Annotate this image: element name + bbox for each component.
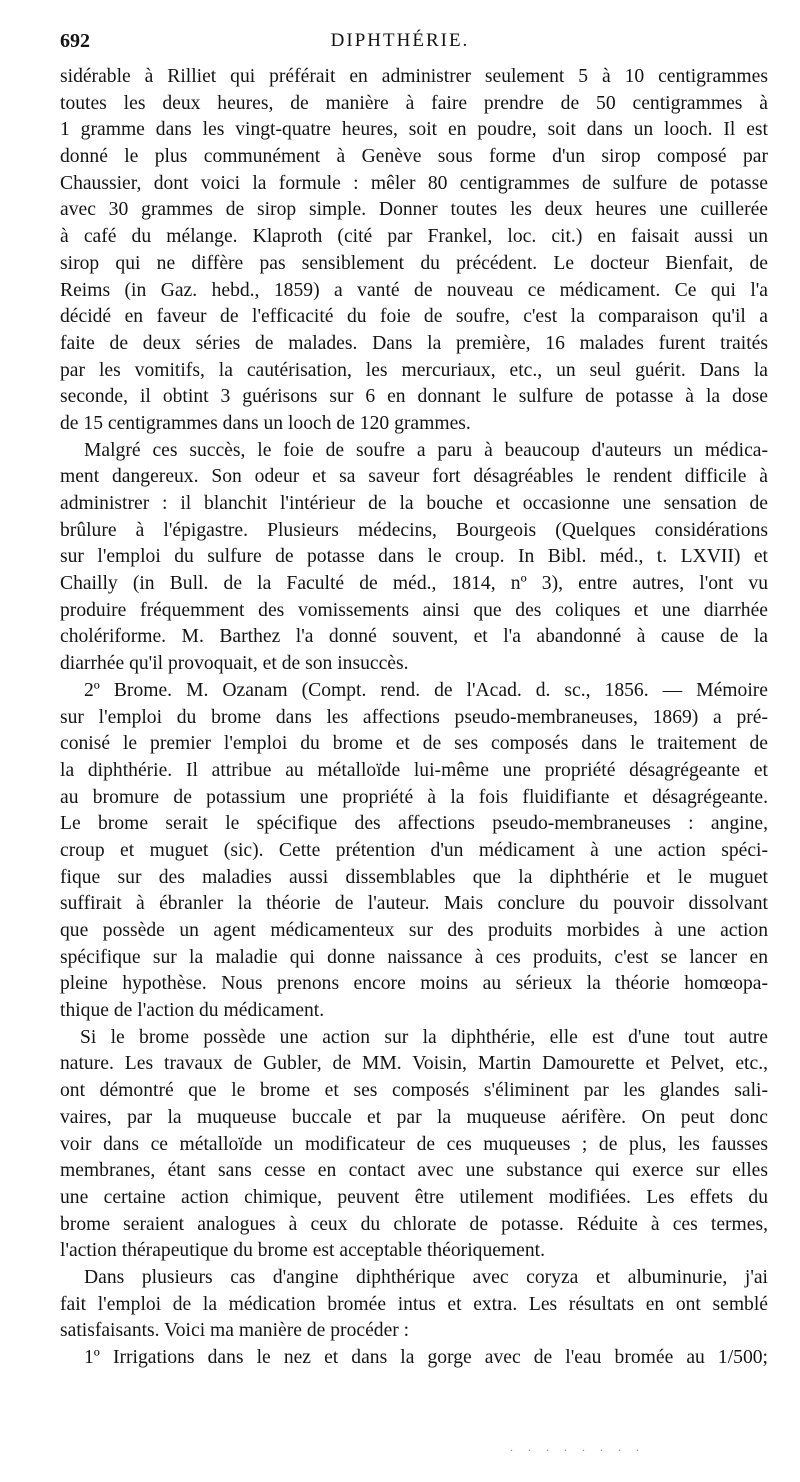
running-title: DIPHTHÉRIE. [330,30,470,51]
text-line: une certaine action chimique, peuvent être utilement modifiées. Les effets du [60,1186,768,1208]
footer-marks: . . . . . . . . [510,1440,645,1454]
text-line: l'action thérapeutique du brome est acceptable théoriquement. [60,1240,546,1262]
text-line: suffirait à ébranler la théorie de l'auteur. Mais conclure du pouvoir dissolvant [60,893,768,915]
text-line: Le brome serait le spécifique des affections pseudo-membraneuses : angine, [60,813,768,835]
text-line: croup et muguet (sic). Cette prétention d'un médicament à une action spéci- [60,839,768,861]
text-line: Malgré ces succès, le foie de soufre a paru à beaucoup d'auteurs un médica- [84,439,768,461]
text-line: spécifique sur la maladie qui donne naissance à ces produits, c'est se lancer en [60,946,768,968]
text-line: Chaussier, dont voici la formule : mêler 80 centigrammes de sulfure de potasse [60,172,768,194]
text-line: décidé en faveur de l'efficacité du foie de soufre, c'est la comparaison qu'il a [60,306,768,328]
text-line: 2º Brome. M. Ozanam (Compt. rend. de l'Acad. d. sc., 1856. — Mémoire [84,679,768,701]
text-line: faite de deux séries de malades. Dans la première, 16 malades furent traités [60,332,768,354]
text-line: au bromure de potassium une propriété à la fois fluidifiante et désagrégeante. [60,786,768,808]
text-line: Si le brome possède une action sur la diphthérie, elle est d'une tout autre [80,1026,768,1048]
text-line: membranes, étant sans cesse en contact avec une substance qui exerce sur elles [60,1160,768,1182]
text-line: la diphthérie. Il attribue au métalloïde lui-même une propriété désagrégeante et [60,759,768,781]
text-line: fait l'emploi de la médication bromée intus et extra. Les résultats en ont semblé [60,1293,768,1315]
text-line: administrer : il blanchit l'intérieur de la bouche et occasionne une sensation de [60,493,768,514]
text-line: brûlure à l'épigastre. Plusieurs médecins, Bourgeois (Quelques considérations [60,519,768,541]
text-line: donné le plus communément à Genève sous forme d'un sirop composé par [60,146,768,168]
text-line: sur l'emploi du brome dans les affections pseudo-membraneuses, 1869) a pré- [60,706,768,728]
text-line: toutes les deux heures, de manière à faire prendre de 50 centigrammes à [60,92,768,114]
text-line: par les vomitifs, la cautérisation, les mercuriaux, etc., un seul guérit. Dans la [60,359,768,381]
text-line: conisé le premier l'emploi du brome et de ses composés dans le traitement de [60,733,768,755]
text-line: 1 gramme dans les vingt-quatre heures, soit en poudre, soit dans un looch. Il est [60,119,768,141]
text-line: que possède un agent médicamenteux sur des produits morbides à une action [60,920,768,941]
text-line: Chailly (in Bull. de la Faculté de méd., 1814, nº 3), entre autres, l'ont vu [60,573,768,595]
text-line: diarrhée qu'il provoquait, et de son insuccès. [60,653,409,675]
text-line: sur l'emploi du sulfure de potasse dans le croup. In Bibl. méd., t. LXVII) et [60,546,768,568]
text-line: brome seraient analogues à ceux du chlorate de potasse. Réduite à ces termes, [60,1213,768,1235]
body-text [60,64,768,1372]
text-line: ment dangereux. Son odeur et sa saveur fort désagréables le rendent difficile à [60,466,768,488]
text-line: thique de l'action du médicament. [60,1000,325,1022]
text-line: sidérable à Rilliet qui préférait en administrer seulement 5 à 10 centigrammes [60,66,768,87]
text-line: produire fréquemment des vomissements ainsi que des coliques et une diarrhée [60,599,768,621]
text-line: voir dans ce métalloïde un modificateur de ces muqueuses ; de plus, les fausses [60,1133,768,1155]
text-line: 1º Irrigations dans le nez et dans la gorge avec de l'eau bromée au 1/500; [84,1347,768,1368]
text-line: pleine hypothèse. Nous prenons encore moins au sérieux la théorie homœopa- [60,973,768,995]
text-line: ont démontré que le brome et ses composés s'éliminent par les glandes sali- [60,1080,768,1102]
text-line: de 15 centigrammes dans un looch de 120 grammes. [60,412,471,434]
text-line: nature. Les travaux de Gubler, de MM. Voisin, Martin Damourette et Pelvet, etc., [60,1053,768,1075]
text-line: satisfaisants. Voici ma manière de procéder : [60,1320,410,1342]
text-line: sirop qui ne diffère pas sensiblement du précédent. Le docteur Bienfait, de [60,252,768,274]
text-line: vaires, par la muqueuse buccale et par la muqueuse aérifère. On peut donc [60,1106,768,1128]
text-line: à café du mélange. Klaproth (cité par Frankel, loc. cit.) en faisait aussi un [60,226,768,248]
text-line: Dans plusieurs cas d'angine diphthérique avec coryza et albuminurie, j'ai [84,1266,768,1288]
page-number: 692 [60,30,90,52]
text-line: avec 30 grammes de sirop simple. Donner toutes les deux heures une cuillerée [60,199,768,221]
text-line: fique sur des maladies aussi dissemblables que la diphthérie et le muguet [60,866,768,888]
text-line: cholériforme. M. Barthez l'a donné souvent, et l'a abandonné à cause de la [60,626,768,648]
text-line: Reims (in Gaz. hebd., 1859) a vanté de nouveau ce médicament. Ce qui l'a [60,279,768,301]
text-line: seconde, il obtint 3 guérisons sur 6 en donnant le sulfure de potasse à la dose [60,386,768,408]
